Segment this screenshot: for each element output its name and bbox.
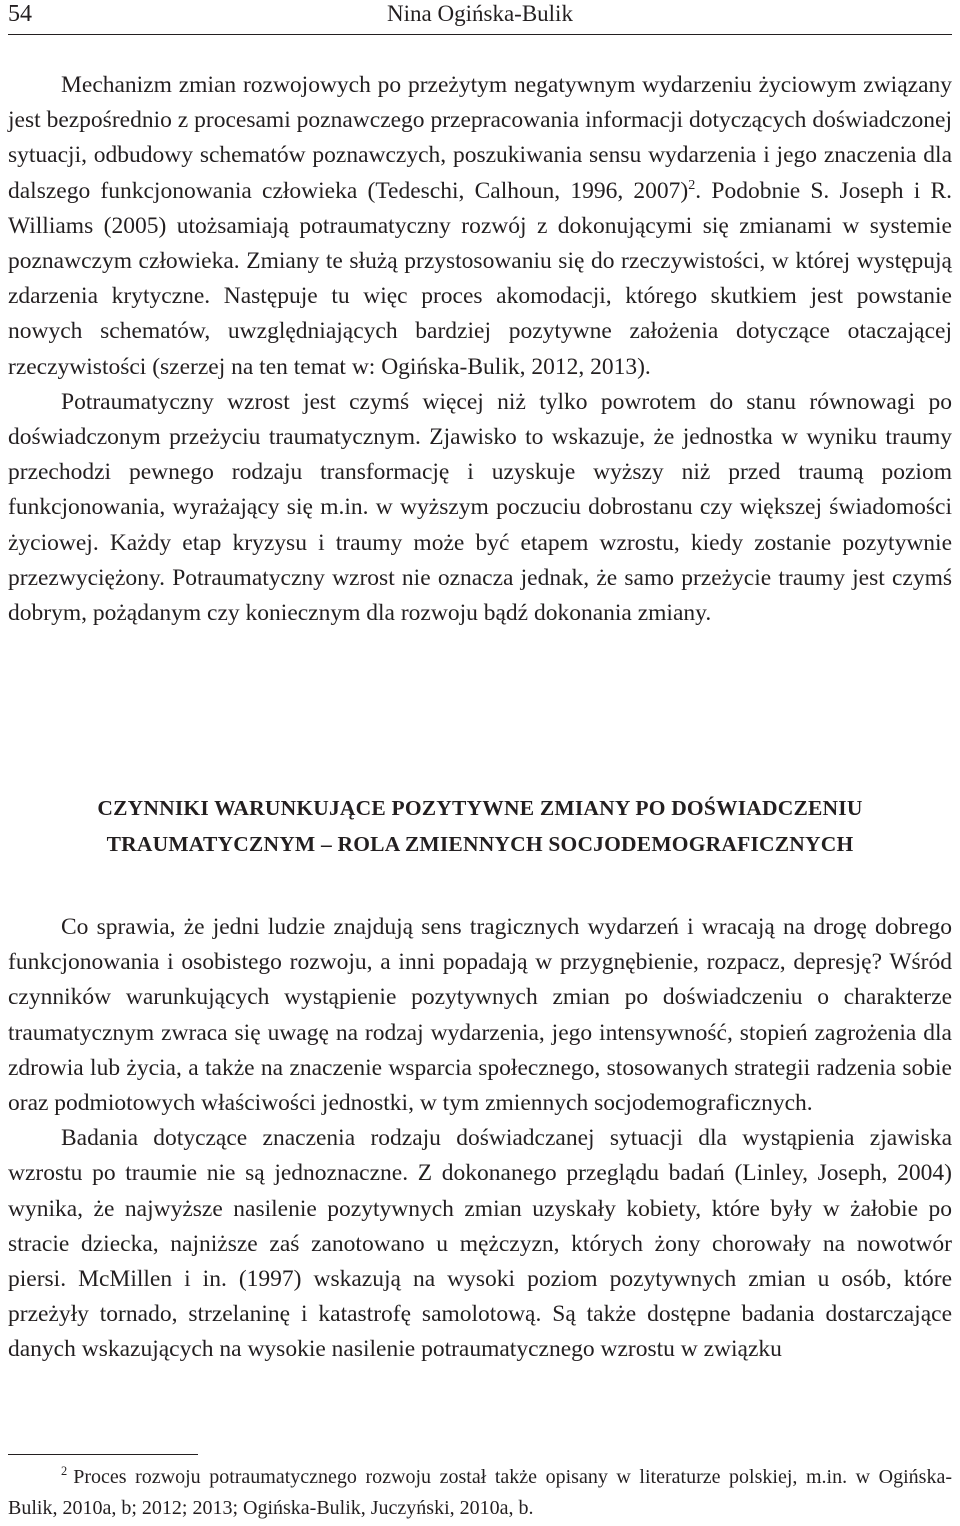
paragraph: Badania dotyczące znaczenia rodzaju doświadczanej sytuacji dla wystąpienia zjawiska wzrostu po traumie nie są jednoznaczne. Z dokonanego przeglądu badań (Linley, Joseph, 2004) wynika, że najwyższe nasilenie pozytywnych zmian uzyskały kobiety, które były w żałobie po stracie dziecka, najniższe zaś zanotowano u mężczyzn, których żony chorowały na nowotwór piersi. McMillen i in. (1997) wskazują na wysoki poziom pozytywnych zmian u osób, które przeżyły tornado, strzelaninę i katastrofę samolotową. Są także dostępne badania dostarczające danych wskazujących na wysokie nasilenie potraumatycznego wzrostu w związku bbox=[8, 1125, 952, 1363]
paragraph: Co sprawia, że jedni ludzie znajdują sens tragicznych wydarzeń i wracają na drogę dobrego funkcjonowania i osobistego rozwoju, a inni popadają w przygnębienie, rozpacz, depresję? Wśród czynników warunkujących wystąpienie pozytywnych zmian po doświadczeniu o charakterze traumatycznym zwraca się uwagę na rodzaj wydarzenia, jego intensywność, stopień zagrożenia dla zdrowia lub życia, a także na znaczenie wsparcia społecznego, stosowanych strategii radzenia sobie oraz podmiotowych właściwości jednostki, w tym zmiennych socjodemograficznych. bbox=[8, 914, 952, 1117]
body-text-bottom bbox=[8, 910, 952, 1368]
paragraph-text: Mechanizm zmian rozwojowych po przeżytym negatywnym wydarzeniu życiowym związany jest bezpośrednio z procesami poznawczego przepracowania informacji dotyczących doświadczonej sytuacji, odbudowy schematów poznawczych, poszukiwania sensu wydarzenia i jego znaczenia dla dalszego funkcjonowania człowieka (Tedeschi, Calhoun, 1996, 2007) bbox=[8, 72, 952, 204]
footnote-paragraph bbox=[8, 1462, 952, 1524]
paragraph: Potraumatyczny wzrost jest czymś więcej niż tylko powrotem do stanu równowagi po doświadczonym przeżyciu traumatycznym. Zjawisko to wskazuje, że jednostka w wyniku traumy przechodzi pewnego rodzaju transformację i uzyskuje wyższy niż przed traumą poziom funkcjonowania, wyrażający się m.in. w wyższym poczuciu dobrostanu czy większej świadomości życiowej. Każdy etap kryzysu i traumy może być etapem wzrostu, kiedy zostanie pozytywnie przezwyciężony. Potraumatyczny wzrost nie oznacza jednak, że samo przeżycie traumy jest czymś dobrym, pożądanym czy koniecznym dla rozwoju bądź dokonania zmiany. bbox=[8, 388, 952, 627]
body-text-top bbox=[8, 68, 952, 631]
footnote-text: Proces rozwoju potraumatycznego rozwoju został także opisany w literaturze polskiej, m.in. w Ogińska-Bulik, 2010a, b; 2012; 2013; Ogińska-Bulik, Juczyński, 2010a, b. bbox=[8, 1466, 952, 1519]
paragraph-text: . Podobnie S. Joseph i R. Williams (2005) utożsamiają potraumatyczny rozwój z dokonującymi się zmianami w systemie poznawczym człowieka. Zmiany te służą przystosowaniu się do rzeczywistości, w której występują zdarzenia krytyczne. Następuje tu więc proces akomodacji, którego skutkiem jest powstanie nowych schematów, uwzględniających bardziej pozytywne założenia dotyczące otaczającej rzeczywistości (szerzej na ten temat w: Ogińska-Bulik, 2012, 2013). bbox=[8, 177, 952, 380]
page-header bbox=[8, 0, 952, 35]
page-number: 54 bbox=[8, 1, 32, 27]
section-heading bbox=[8, 790, 952, 862]
section-heading-line: CZYNNIKI WARUNKUJĄCE POZYTYWNE ZMIANY PO DOŚWIADCZENIU bbox=[97, 796, 863, 820]
document-page bbox=[8, 0, 952, 1526]
section-heading-line: TRAUMATYCZNYM – ROLA ZMIENNYCH SOCJODEMOGRAFICZNYCH bbox=[106, 832, 854, 856]
paragraph bbox=[8, 68, 952, 385]
footnote-marker: 2 bbox=[61, 1464, 68, 1479]
footnote-reference: 2 bbox=[688, 176, 696, 193]
running-head: Nina Ogińska-Bulik bbox=[387, 1, 573, 26]
footnote bbox=[8, 1462, 952, 1524]
footnote-divider bbox=[8, 1454, 198, 1455]
